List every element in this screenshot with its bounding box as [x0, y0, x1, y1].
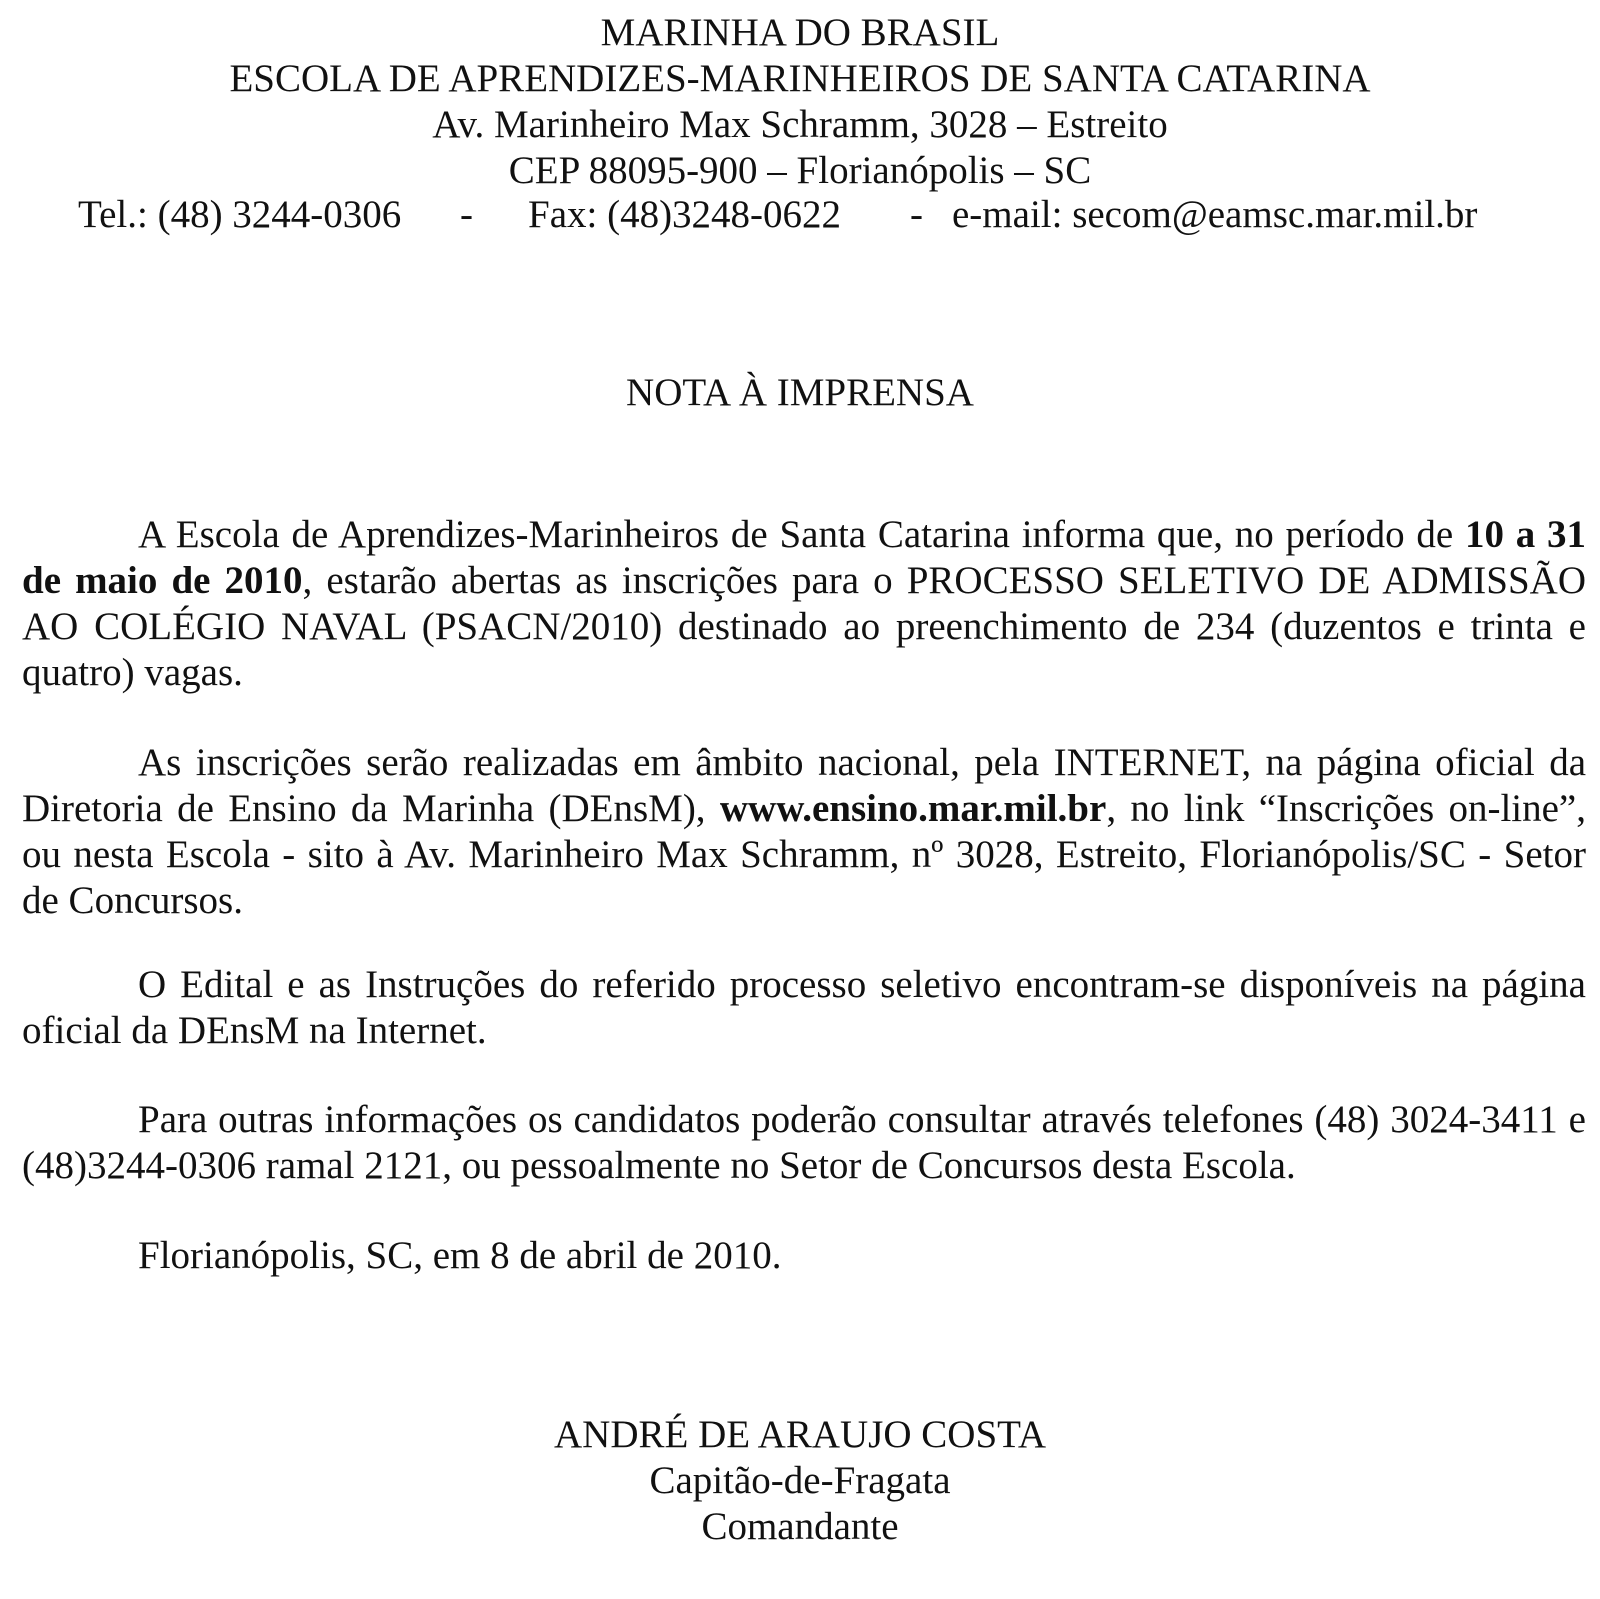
fax: Fax: (48)3248-0622 — [528, 193, 842, 236]
contact-separator-1: - — [460, 193, 473, 236]
paragraph-4-text: Para outras informações os candidatos poderão consultar através telefones (48) 3024-3411 e (48)3244-0306 ramal 2121, ou pessoalmente no Setor de Concursos desta Escola. — [22, 1098, 1586, 1187]
paragraph-2 — [22, 740, 1586, 924]
org-name: MARINHA DO BRASIL — [600, 11, 1000, 54]
signatory-name: ANDRÉ DE ARAUJO COSTA — [554, 1413, 1046, 1456]
website-link: www.ensino.mar.mil.br — [719, 787, 1107, 830]
document-title: NOTA À IMPRENSA — [626, 371, 974, 414]
paragraph-4 — [22, 1097, 1586, 1189]
signatory-rank: Capitão-de-Fragata — [649, 1459, 951, 1502]
paragraph-1 — [22, 512, 1586, 696]
paragraph-3 — [22, 962, 1586, 1054]
contact-separator-2: - — [910, 193, 923, 236]
paragraph-2-text-a: As inscrições serão realizadas em âmbito nacional, pela INTERNET, na página oficial da Diretoria de Ensino da Marinha (DEnsM), — [22, 741, 1586, 830]
paragraph-2-text-b: , no link “Inscrições on-line”, ou nesta Escola - sito à Av. Marinheiro Max Schramm, nº 3028, Estreito, Florianópolis/SC - Setor de Concursos. — [22, 787, 1586, 922]
school-cep: CEP 88095-900 – Florianópolis – SC — [508, 149, 1092, 192]
school-address: Av. Marinheiro Max Schramm, 3028 – Estreito — [432, 103, 1168, 146]
signatory-role: Comandante — [701, 1505, 899, 1548]
registration-period: 10 a 31 de maio de 2010 — [22, 513, 1587, 602]
paragraph-1-text-a: A Escola de Aprendizes-Marinheiros de Santa Catarina informa que, no período de — [138, 513, 1465, 556]
school-name: ESCOLA DE APRENDIZES-MARINHEIROS DE SANTA CATARINA — [229, 57, 1371, 100]
date-line — [22, 1233, 1586, 1279]
date-text: Florianópolis, SC, em 8 de abril de 2010. — [138, 1234, 782, 1277]
paragraph-3-text: O Edital e as Instruções do referido processo seletivo encontram-se disponíveis na página oficial da DEnsM na Internet. — [22, 963, 1586, 1052]
signature-block — [0, 1412, 1600, 1550]
letterhead — [0, 10, 1600, 194]
paragraph-1-text-b: , estarão abertas as inscrições para o PROCESSO SELETIVO DE ADMISSÃO AO COLÉGIO NAVAL (PSACN/2010) destinado ao preenchimento de 234 (duzentos e trinta e quatro) vagas. — [22, 559, 1586, 694]
email: e-mail: secom@eamsc.mar.mil.br — [952, 193, 1478, 236]
telephone: Tel.: (48) 3244-0306 — [78, 193, 402, 236]
